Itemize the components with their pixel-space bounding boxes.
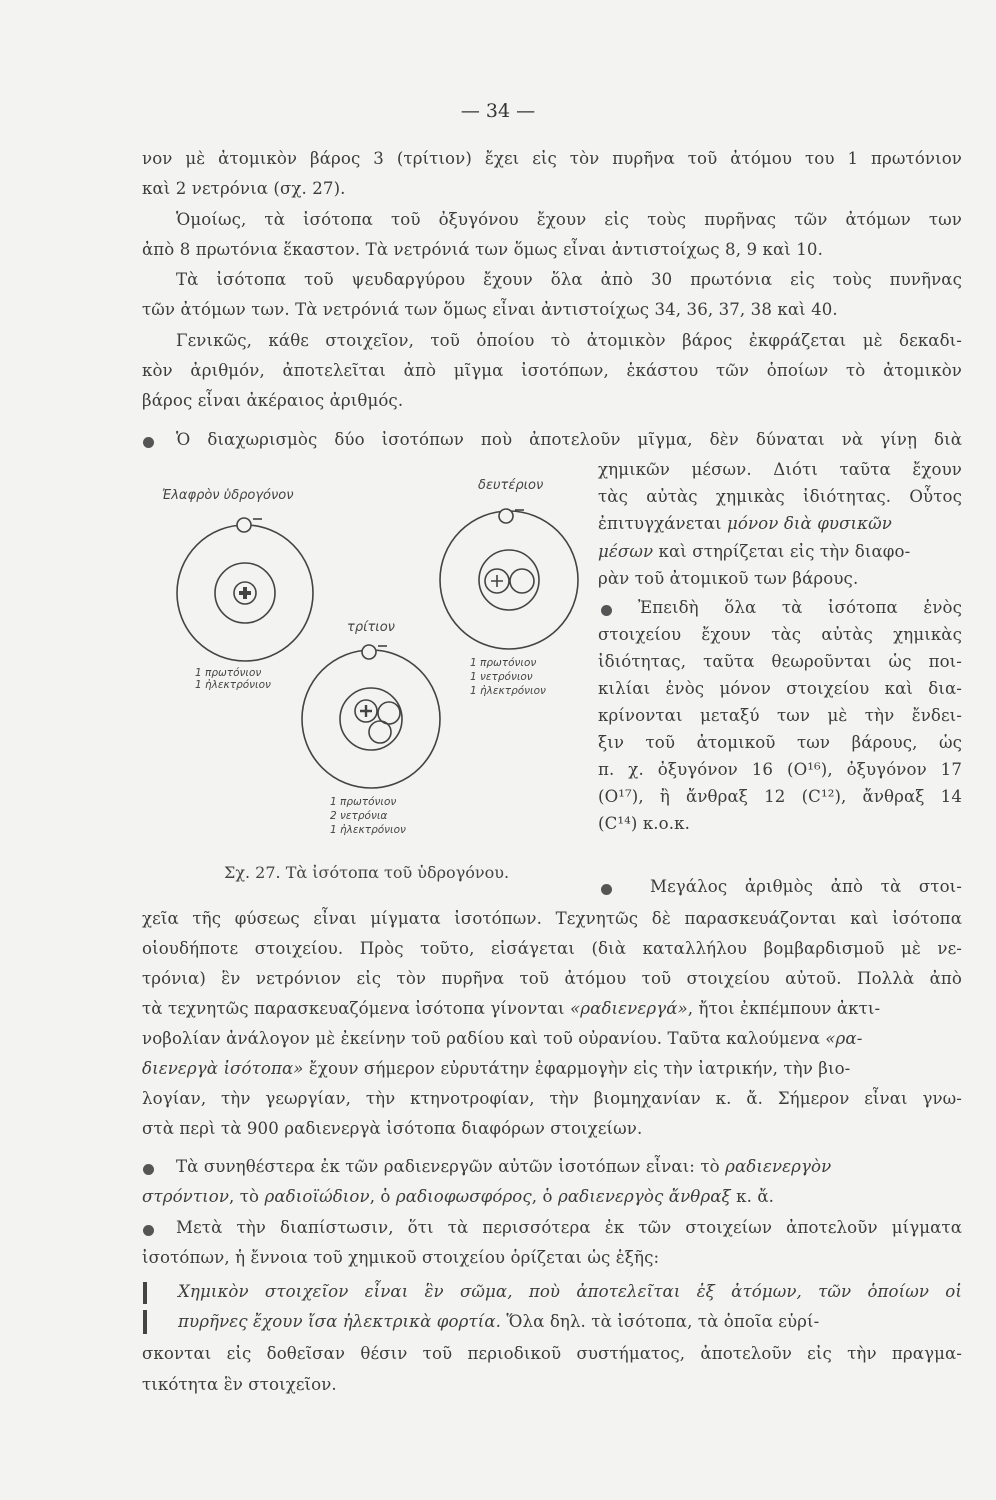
atom-label: 2 νετρόνια (330, 810, 388, 822)
emphasis: «ρα- (825, 1029, 863, 1048)
text-run: ἔχουν σήμερον εὐρυτάτην ἐφαρμογὴν εἰς τὴν ἰατρικήν, τὴν βιο- (303, 1059, 851, 1078)
text-line: π. χ. ὀξυγόνον 16 (O¹⁶), ὀξυγόνον 17 (598, 760, 962, 779)
neutron-icon (510, 569, 534, 593)
text-run: , ὁ (531, 1187, 558, 1206)
definition-line: Χημικὸν στοιχεῖον εἶναι ἓν σῶμα, ποὺ ἀποτελεῖται ἐξ ἀτόμων, τῶν ὁποίων οἱ (178, 1282, 962, 1301)
atom-label: 1 νετρόνιον (470, 671, 533, 683)
text-line: λογίαν, τὴν γεωργίαν, τὴν κτηνοτροφίαν, τὴν βιομηχανίαν κ. ἄ. Σήμερον εἶναι γνω- (142, 1089, 962, 1108)
text-line: Μεγάλος ἀριθμὸς ἀπὸ τὰ στοι- (650, 877, 962, 896)
text-run: , τὸ (229, 1187, 265, 1206)
atom-label: 1 ἠλεκτρόνιον (330, 824, 406, 836)
text-line: ἀπὸ 8 πρωτόνια ἕκαστον. Τὰ νετρόνιά των ὅμως εἶναι ἀντιστοίχως 8, 9 καὶ 10. (142, 240, 823, 259)
page-number: — 34 — (460, 100, 536, 122)
atom-title-light-hydrogen: Ἐλαφρὸν ὑδρογόνον (162, 488, 294, 503)
text-run: , ἤτοι ἐκπέμπουν ἀκτι- (687, 999, 881, 1018)
text-line: Γενικῶς, κάθε στοιχεῖον, τοῦ ὁποίου τὸ ἀτομικὸν βάρος ἐκφράζεται μὲ δεκαδι- (176, 331, 962, 350)
electron-orbit (302, 650, 440, 788)
atom-title-tritium: τρίτιον (347, 620, 395, 635)
definition-emphasis: πυρῆνες ἔχουν ἴσα ἠλεκτρικὰ φορτία. (178, 1312, 502, 1331)
text-line: στὰ περὶ τὰ 900 ραδιενεργὰ ἰσότοπα διαφόρων στοιχείων. (142, 1119, 643, 1138)
text-run: , ὁ (369, 1187, 396, 1206)
plus-icon (491, 575, 503, 587)
text-line: στοιχείου ἔχουν τὰς αὐτὰς χημικὰς (598, 625, 962, 644)
text-line: κὸν ἀριθμόν, ἀποτελεῖται ἀπὸ μῖγμα ἰσοτόπων, ἑκάστου τῶν ὁποίων τὸ ἀτομικὸν (142, 361, 962, 380)
text-line: Ὁ διαχωρισμὸς δύο ἰσοτόπων ποὺ ἀποτελοῦν μῖγμα, δὲν δύναται νὰ γίνῃ διὰ (176, 430, 962, 449)
text-line: (C¹⁴) κ.ο.κ. (598, 814, 690, 833)
text-run: Ὅλα δηλ. τὰ ἰσότοπα, τὰ ὁποῖα εὑρί- (501, 1312, 820, 1331)
electron-icon (237, 518, 251, 532)
text-line: ἰσοτόπων, ἡ ἔννοια τοῦ χημικοῦ στοιχείου ὁρίζεται ὡς ἑξῆς: (142, 1248, 660, 1267)
nucleus-boundary (340, 688, 402, 750)
emphasis: μόνον διὰ φυσικῶν (727, 514, 892, 533)
text-line: κιλίαι ἑνὸς μόνον στοιχείου καὶ δια- (598, 679, 962, 698)
emphasis: «ραδιενεργά» (570, 999, 688, 1018)
text-line: ρὰν τοῦ ἀτομικοῦ των βάρους. (598, 569, 859, 588)
emphasis: στρόντιον (142, 1187, 230, 1206)
emphasis: διενεργὰ ἰσότοπα» (142, 1059, 304, 1078)
atom-label: 1 ἠλεκτρόνιον (195, 679, 271, 691)
text-run: τὰ τεχνητῶς παρασκευαζόμενα ἰσότοπα γίνονται (142, 999, 571, 1018)
text-line: (O¹⁷), ἢ ἄνθραξ 12 (C¹²), ἄνθραξ 14 (598, 787, 962, 806)
text-line: καὶ 2 νετρόνια (σχ. 27). (142, 179, 346, 198)
atom-tritium (302, 645, 440, 788)
text-line: βάρος εἶναι ἀκέραιος ἀριθμός. (142, 391, 404, 410)
plus-icon (360, 705, 372, 717)
emphasis: μέσων (598, 542, 654, 561)
text-line: κρίνονται μεταξύ των μὲ τὴν ἔνδει- (598, 706, 962, 725)
text-line: ξιν τοῦ ἀτομικοῦ των βάρους, ὡς (598, 733, 962, 752)
text-line: Τὰ ἰσότοπα τοῦ ψευδαργύρου ἔχουν ὅλα ἀπὸ 30 πρωτόνια εἰς τοὺς πυνῆνας (176, 270, 962, 289)
text-run: καὶ στηρίζεται εἰς τὴν διαφο- (653, 542, 911, 561)
atom-label: 1 πρωτόνιον (470, 657, 537, 669)
text-run: ἐπιτυγχάνεται (598, 514, 728, 533)
text-line: νον μὲ ἀτομικὸν βάρος 3 (τρίτιον) ἔχει εἰς τὸν πυρῆνα τοῦ ἀτόμου του 1 πρωτόνιον (142, 149, 962, 168)
text-line: χεῖα τῆς φύσεως εἶναι μίγματα ἰσοτόπων. Τεχνητῶς δὲ παρασκευάζονται καὶ ἰσότοπα (142, 909, 962, 928)
text-line: σκονται εἰς δοθεῖσαν θέσιν τοῦ περιοδικοῦ συστήματος, ἀποτελοῦν εἰς τὴν πραγμα- (142, 1344, 962, 1363)
text-line: τὰς αὐτὰς χημικὰς ἰδιότητας. Οὗτος (598, 487, 962, 506)
text-line: Ἐπειδὴ ὅλα τὰ ἰσότοπα ἑνὸς (638, 598, 962, 617)
emphasis: ραδιοφωσφόρος (395, 1187, 532, 1206)
atom-light-hydrogen (177, 518, 313, 661)
text-line: χημικῶν μέσων. Διότι ταῦτα ἔχουν (598, 460, 962, 479)
text-run: Τὰ συνηθέστερα ἐκ τῶν ραδιενεργῶν αὐτῶν ἰσοτόπων εἶναι: τὸ (176, 1157, 726, 1176)
atom-label: 1 πρωτόνιον (195, 667, 262, 679)
text-line: Μετὰ τὴν διαπίστωσιν, ὅτι τὰ περισσότερα ἐκ τῶν στοιχείων ἀποτελοῦν μίγματα (176, 1218, 962, 1237)
electron-icon (499, 509, 513, 523)
atom-label: 1 ἠλεκτρόνιον (470, 685, 546, 697)
emphasis: ραδιενεργὸν (725, 1157, 832, 1176)
figure-caption: Σχ. 27. Τὰ ἰσότοπα τοῦ ὑδρογόνου. (224, 863, 510, 882)
text-line: τικότητα ἓν στοιχεῖον. (142, 1375, 337, 1394)
text-run: νοβολίαν ἀνάλογον μὲ ἐκείνην τοῦ ραδίου καὶ τοῦ οὐρανίου. Ταῦτα καλούμενα (142, 1029, 826, 1048)
text-line: οἱουδήποτε στοιχείου. Πρὸς τοῦτο, εἰσάγεται (διὰ καταλλήλου βομβαρδισμοῦ μὲ νε- (142, 939, 962, 958)
text-line: Ὁμοίως, τὰ ἰσότοπα τοῦ ὀξυγόνου ἔχουν εἰς τοὺς πυρῆνας τῶν ἀτόμων των (176, 210, 962, 229)
atom-label: 1 πρωτόνιον (330, 796, 397, 808)
neutron-icon (369, 721, 391, 743)
emphasis: ραδιοϊώδιον (264, 1187, 370, 1206)
text-run: κ. ἄ. (730, 1187, 775, 1206)
text-line: ἰδιότητας, ταῦτα θεωροῦνται ὡς ποι- (598, 652, 962, 671)
atom-title-deuterium: δευτέριον (478, 478, 544, 493)
plus-icon (239, 587, 251, 599)
text-line: τρόνια) ἓν νετρόνιον εἰς τὸν πυρῆνα τοῦ ἀτόμου τοῦ στοιχείου αὐτοῦ. Πολλὰ ἀπὸ (142, 969, 962, 988)
emphasis: ραδιενεργὸς ἄνθραξ (558, 1187, 731, 1206)
atom-deuterium (440, 509, 578, 649)
text-line: τῶν ἀτόμων των. Τὰ νετρόνιά των ὅμως εἶναι ἀντιστοίχως 34, 36, 37, 38 καὶ 40. (142, 300, 838, 319)
electron-icon (362, 645, 376, 659)
